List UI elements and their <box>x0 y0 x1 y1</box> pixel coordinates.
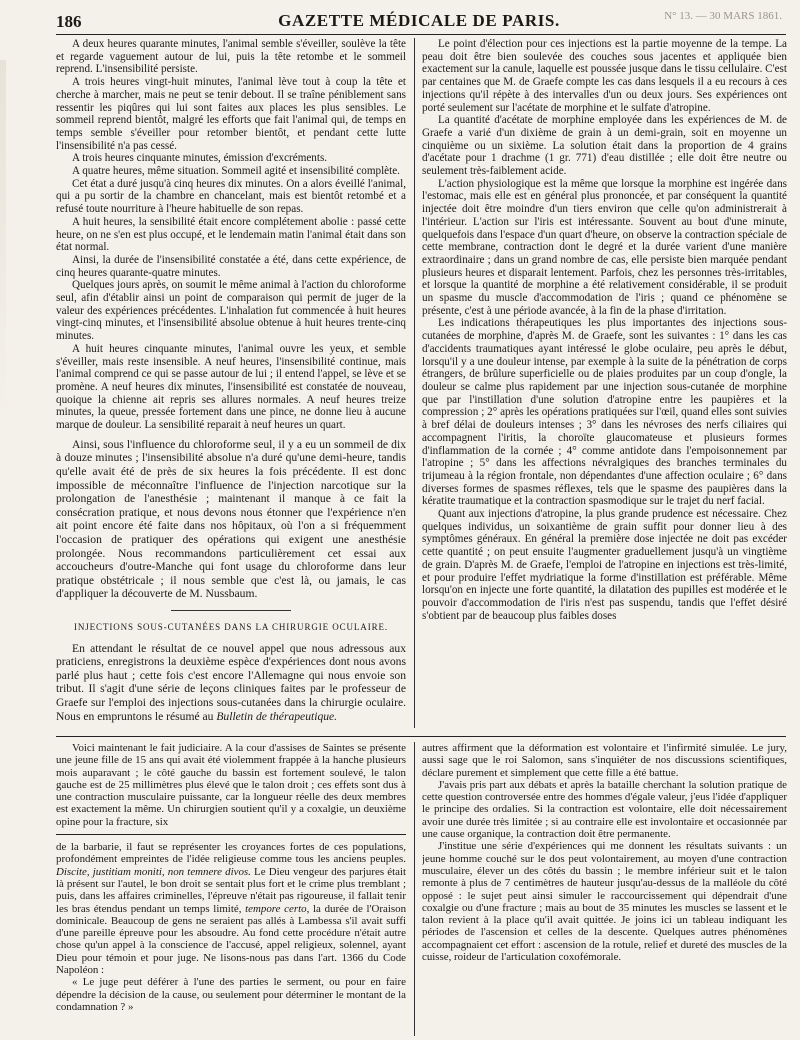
paragraph: Quelques jours après, on soumit le même animal à l'action du chloroforme seul, afin d'établir ainsi un point de comparaison qui permit de juger de la valeur des expériences précédentes. L'inhalation fut commencée à huit heures vingt-cinq minutes, et l'insensibilité absolue obtenue à huit heures trente-cinq minutes. <box>56 279 406 343</box>
paragraph: A quatre heures, même situation. Sommeil agité et insensibilité complète. <box>72 165 400 178</box>
scan-edge-shadow <box>0 60 6 420</box>
paragraph-text: , la durée de l'Oraison dominicale. Beaucoup de gens ne seraient pas allés à Lambessa s'il avait suffi d'une pareille épreuve pour les absoudre. Au fond cette procédure n'était autre chose qu'un appel à la conscience de l'accusé, appel religieux, solennel, ayant Dieu pour témoin et pour juge. Ne lisons-nous pas dans l'art. 1366 du Code Napoléon : <box>56 902 406 977</box>
latin-phrase: tempore certo <box>245 902 307 915</box>
paragraph: Le point d'élection pour ces injections est la partie moyenne de la tempe. La peau doit être bien soulevée des couches sous jacentes et appliquée bien exactement sur la canule, laquelle est poussée jusque dans le tissu cellulaire. C'est par centaines que M. de Graefe compte les cas dans lesquels il a eu recours à ces injections qu'il répète à des intervalles d'un ou deux jours. Ses expériences ont porté seulement sur l'acétate de morphine et le sulfate d'atropine. <box>422 38 787 114</box>
paragraph: Ainsi, sous l'influence du chloroforme seul, il y a eu un sommeil de dix à douze minutes ; l'insensibilité absolue n'a duré qu'une demi-heure, tandis qu'elle avait été de près de six heures la fois précédente. Il est donc impossible de méconnaître l'influence de l'injection narcotique sur la prolongation de l'anesthésie ; maintenant il manque à ce fait la consécration pratique, et nous devons nous étonner que l'expérience n'en ait point encore été faite dans nos hôpitaux, où l'on a si fréquemment l'occasion de pratiquer des opérations qui exigent une anesthésie prolongée. Nous recommandons particulièrement cet essai aux accoucheurs d'outre-Manche qui font usage du chloroforme dans leur pratique obstétricale ; il nous semble que c'est là, ou jamais, le cas d'appliquer la découverte de M. Nussbaum. <box>56 437 406 601</box>
paragraph: Cet état a duré jusqu'à cinq heures dix minutes. On a alors éveillé l'animal, qui a pu sortir de la chambre en chancelant, mais est bientôt retombé et a refusé toute nourriture à l'heure habituelle de son repas. <box>56 177 406 216</box>
paragraph-text: de la barbarie, il faut se représenter les croyances fortes de ces populations, profondément empreintes de l'idée religieuse comme tous les anciens peuples. <box>56 841 406 866</box>
issue-stamp: N° 13. — 30 MARS 1861. <box>664 10 782 22</box>
header-rule <box>56 34 786 35</box>
section-title: INJECTIONS SOUS-CUTANÉES DANS LA CHIRURGIE OCULAIRE. <box>73 621 389 632</box>
page-number: 186 <box>56 12 82 31</box>
paragraph: J'institue une série d'expériences qui me donnent les résultats suivants : un jeune homme couché sur le dos peut volontairement, au moyen d'une contraction musculaire, élever un des côtés du bassin ; le membre inférieur suit et le talon remonte à plus de 7 centimètres de hauteur jusqu'au-dessus de la malléole du côté opposé : le sujet peut ainsi simuler le raccourcissement qui dépendrait d'une coxalgie ou d'une fracture ; mais au bout de 35 minutes les muscles se lassent et le talon revient à la place qu'il avait quittée. Je joins ici un tableau indiquant les périodes de l'ascension et celles de la descente. Quelques autres phénomènes accompagnaient cet effort : ascension de la rotule, relief et dureté des muscles de la cuisse, roideur de l'articulation coxofémorale. <box>422 840 787 964</box>
paragraph: A huit heures cinquante minutes, l'animal ouvre les yeux, et semble s'éveiller, mais reste insensible. A neuf heures, l'insensibilité continue, mais l'animal comprend ce qui se passe autour de lui ; il entend l'appel, se lève et se promène. A neuf heures dix minutes, l'insensibilité est constatée de nouveau, quoique la chienne ait repris ses allures normales. A neuf heures treize minutes, la queue, pressée fortement dans une pince, ne donne lieu à aucune marque de douleur. La sensibilité reparait à neuf heures un quart. <box>56 342 406 432</box>
paragraph: A trois heures vingt-huit minutes, l'animal lève tout à coup la tête et cherche à marcher, mais ne peut se tenir debout. Il se traîne péniblement sans ressentir les piqûres qui lui sont faites aux places les plus sensibles. Le sommeil reprend bientôt, malgré les efforts que fait l'animal qui, de temps en temps semble s'éveiller pour retomber bientôt, et pendant cette lutte l'insensibilité n'a pas cessé. <box>56 76 406 152</box>
column-divider <box>414 38 415 728</box>
paragraph: Quant aux injections d'atropine, la plus grande prudence est nécessaire. Chez quelques individus, un soixantième de grain suffit pour donner lieu à des symptômes généraux. En général la première dose injectée ne doit pas excéder cette quantité ; on peut ensuite l'augmenter graduellement jusqu'à un vingtième de grain. D'après M. de Graefe, l'emploi de l'atropine en injections est très-limité, et pour produire l'effet mydriatique la forme d'instillation est préférable. Même lorsqu'on en injecte une forte quantité, la dilatation des pupilles est modérée et le pouvoir d'accommodation de l'iris n'est pas suspendu, tandis que l'effet désiré s'obtient par de beaucoup plus faibles doses <box>422 508 787 622</box>
paragraph: La quantité d'acétate de morphine employée dans les expériences de M. de Graefe a varié d'un dixième de grain à un demi-grain, soit en moyenne un cinquième ou un sixième. La solution était dans la proportion de 4 grains d'acétate pour 1 drachme (1 gr. 771) d'eau distillée ; elle doit être neutre ou seulement très-faiblement acide. <box>422 114 787 178</box>
feuilleton-right <box>422 742 787 1036</box>
source-title: Bulletin de thérapeutique. <box>216 709 338 723</box>
paragraph: Les indications thérapeutiques les plus importantes des injections sous-cutanées de morphine, d'après M. de Graefe, sont les suivantes : 1° dans les cas d'accidents traumatiques ayant intéressé le globe oculaire, peu après le début, lorsqu'il y a une douleur intense, par exemple à la suite de la pénétration de corps étrangers, de brûlure superficielle ou de plaies produites par un coup d'ongle, la douleur se calme plus rapidement par une injection sous-cutanée de morphine que par l'instillation d'une solution d'atropine entre les paupières et la compression ; 2° après les opérations pratiquées sur l'œil, quand elles sont suivies à bref délai de douleurs intenses ; 3° dans les névroses des nerfs ciliaires qui accompagnent l'iritis, la choroïte glaucomateuse et plusieurs formes d'inflammation de la cornée ; 4° comme antidote dans l'empoisonnement par l'atropine ; 5° dans les affections névralgiques des branches terminales du trijumeau à la région frontale, non dépendantes d'une affection oculaire ; 6° dans diverses formes de spasmes réflexes, tels que le spasme des paupières dans la kératite traumatique et la contraction spasmodique sur le trajet du nerf facial. <box>422 317 787 508</box>
paragraph: Ainsi, la durée de l'insensibilité constatée a été, dans cette expérience, de cinq heures quarante-quatre minutes. <box>56 253 406 279</box>
paragraph <box>56 841 406 976</box>
paragraph: autres affirment que la déformation est volontaire et l'infirmité simulée. Le jury, aussi sage que le roi Salomon, sans s'inquiéter de nos discussions scientifiques, déclare purement et simplement que cette fille a été battue. <box>422 742 787 779</box>
paragraph: A trois heures cinquante minutes, émission d'excréments. <box>72 152 328 165</box>
page-header <box>56 8 782 34</box>
feuilleton-divider <box>414 742 415 1036</box>
paragraph <box>56 642 406 724</box>
paragraph-text: Le Dieu vengeur des parjures était là présent sur l'autel, le bon droit se sentait plus fort et le crime plus tremblant ; puis, dans les affaires criminelles, l'épreuve n'était pas rigoureuse, il fallait tenir les bras étendus pendant un temps limité, <box>56 865 406 915</box>
column-left <box>56 38 406 728</box>
column-right <box>422 38 787 728</box>
paragraph: L'action physiologique est la même que lorsque la morphine est ingérée dans l'estomac, mais elle est en général plus prononcée, et par conséquent la quantité injectée doit être moindre d'un tiers environ que celle qu'on administrerait à l'intérieur. L'action sur l'iris est intéressante. Souvent au bout d'une minute, quelquefois dans l'espace d'un quart d'heure, on observe la contraction spéciale de cette membrane, contraction dont le degré et la durée varient d'une manière extraordinaire ; dans un grand nombre de cas, elle persiste bien marquée pendant plusieurs heures et disparait lentement. Parfois, chez les personnes très-irritables, et lorsque la quantité de morphine a été relativement considérable, il se produit un spasme du muscle d'accommodation de l'iris ; quand ce phénomène se présente, c'est à une période avancée, à la fin de la phase d'irritation. <box>422 177 787 317</box>
paragraph-text: En attendant le résultat de ce nouvel appel que nous adressous aux praticiens, enregistrons la deuxième espèce d'expériences dont nous avons parlé plus haut ; cette fois c'est encore l'Allemagne qui nous envoie son tribut. Il s'agit d'une série de leçons cliniques faites par le professeur de Graefe sur l'emploi des injections sous-cutanées dans la chirurgie oculaire. Nous en empruntons le résumé au <box>56 641 406 723</box>
feuilleton-inner-rule <box>56 834 406 835</box>
latin-quote: Discite, justitiam moniti, non temnere divos. <box>56 865 251 878</box>
paragraph: A huit heures, la sensibilité était encore complétement abolie : passé cette heure, on ne s'en est plus occupé, et le lendemain matin l'animal était dans son état normal. <box>56 215 406 254</box>
feuilleton-rule <box>56 736 786 737</box>
paragraph: J'avais pris part aux débats et après la bataille cherchant la solution pratique de cette question controversée entre des hommes d'égale valeur, j'eus l'idée d'appliquer le principe des ordalies. Si la contraction est volontaire, elle doit nécessairement avoir une durée très limitée ; si au contraire elle est involontaire et occasionnée par une cause organique, la contraction doit être permanente. <box>422 778 787 841</box>
paragraph: A deux heures quarante minutes, l'animal semble s'éveiller, soulève la tête et regarde vaguement autour de lui, puis la tête retombe et le sommeil reprend. L'insensibilité persiste. <box>56 38 406 76</box>
feuilleton-left <box>56 742 406 1036</box>
journal-title: GAZETTE MÉDICALE DE PARIS. <box>278 11 560 30</box>
paragraph: Voici maintenant le fait judiciaire. A la cour d'assises de Saintes se présente une jeune fille de 15 ans qui avait été violemment frappée à la hanche plusieurs mois auparavant ; le côté gauche du bassin est fortement soulevé, le talon gauche est de 25 millimètres plus élevé que le talon droit ; ces effets sont dus à une contraction musculaire puissante, car la longueur réelle des deux membres est exactement la même. Un chirurgien soutient qu'il y a coxalgie, un deuxième opine pour la fracture, six <box>56 742 406 828</box>
quotation: « Le juge peut déférer à l'une des parties le serment, ou pour en faire dépendre la décision de la cause, ou seulement pour déterminer le montant de la condamnation ? » <box>56 976 406 1013</box>
section-separator <box>171 610 291 611</box>
